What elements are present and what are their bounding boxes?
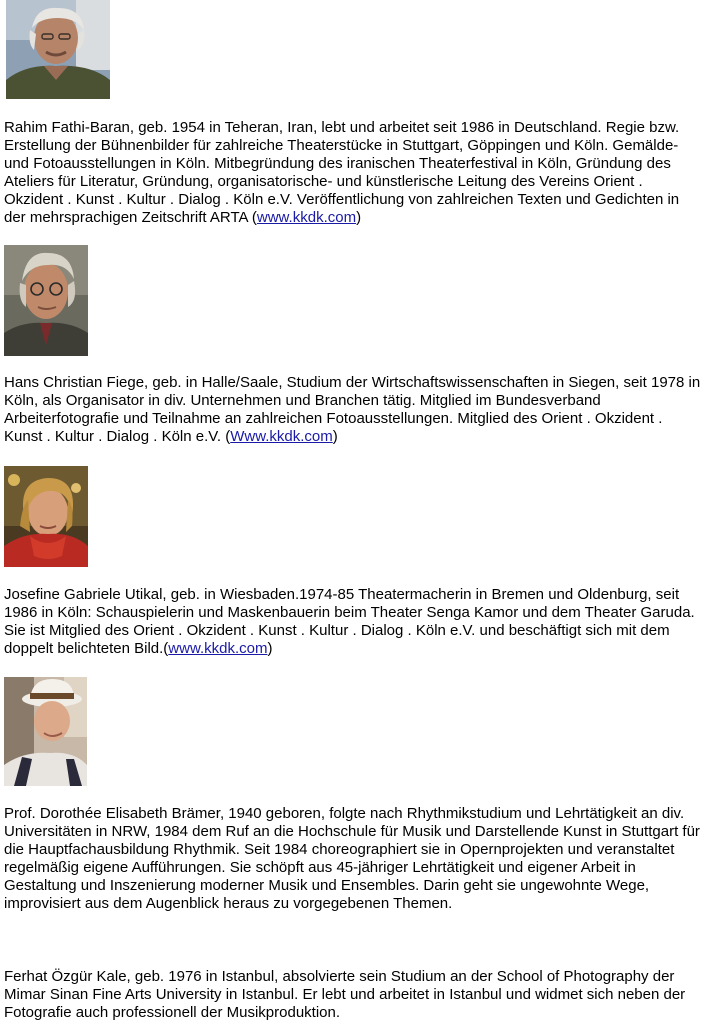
bio-text: Josefine Gabriele Utikal, geb. in Wiesbaden.1974-85 Theatermacherin in Bremen und Oldenburg, seit 1986 in Köln: Schauspielerin und Maskenbauerin beim Theater Senga Kamor und dem Theater Garuda. Sie ist Mitglied des Orient . Okzident . Kunst . Kultur . Dialog . Köln e.V. und beschäftigt sich mit dem doppelt belichteten Bild.(: [4, 586, 695, 657]
website-link[interactable]: www.kkdk.com: [168, 640, 268, 657]
portrait-photo-dorothee: [4, 677, 87, 786]
bio-paragraph-rahim: [4, 119, 704, 227]
bio-text: Rahim Fathi-Baran, geb. 1954 in Teheran, Iran, lebt und arbeitet seit 1986 in Deutschland. Regie bzw. Erstellung der Bühnenbilder für zahlreiche Theaterstücke in Stuttgart, Göppingen und Köln. Gemälde- und Fotoausstellungen in Köln. Mitbegründung des iranischen Theaterfestival in Köln, Gründung des Ateliers für Literatur, Gründung, organisatorische- und künstlerische Leitung des Vereins Orient . Okzident . Kunst . Kultur . Dialog . Köln e.V. Veröffentlichung von zahlreichen Texten und Gedichten in der mehrsprachigen Zeitschrift ARTA (: [4, 119, 680, 226]
bio-text-closing: ): [332, 428, 338, 445]
bio-text-closing: ): [267, 640, 273, 657]
portrait-photo-rahim: [6, 0, 110, 99]
bio-text: Hans Christian Fiege, geb. in Halle/Saale, Studium der Wirtschaftswissenschaften in Siegen, seit 1978 in Köln, als Organisator in div. Unternehmen und Branchen tätig. Mitglied im Bundesverband Arbeiterfotografie und Teilnahme an zahlreichen Fotoausstellungen. Mitglied des Orient . Okzident . Kunst . Kultur . Dialog . Köln e.V. (: [4, 374, 701, 445]
bio-paragraph-hans: [4, 374, 704, 446]
bio-paragraph-ferhat: [4, 968, 704, 1022]
bio-paragraph-dorothee: [4, 805, 704, 913]
portrait-photo-josefine: [4, 466, 88, 567]
bio-text-closing: ): [356, 209, 362, 226]
bio-text: Ferhat Özgür Kale, geb. 1976 in Istanbul, absolvierte sein Studium an der School of Photography der Mimar Sinan Fine Arts University in Istanbul. Er lebt und arbeitet in Istanbul und widmet sich neben der Fotografie auch professionell der Musikproduktion.: [4, 968, 686, 1021]
website-link[interactable]: Www.kkdk.com: [230, 428, 333, 445]
bio-text: Prof. Dorothée Elisabeth Brämer, 1940 geboren, folgte nach Rhythmikstudium und Lehrtätigkeit an div. Universitäten in NRW, 1984 dem Ruf an die Hochschule für Musik und Darstellende Kunst in Stuttgart für die Hauptfachausbildung Rhythmik. Seit 1984 choreographiert sie in Opernprojekten und veranstaltet regelmäßig eigene Aufführungen. Sie schöpft aus 45-jähriger Lehrtätigkeit und eigener Arbeit in Gestaltung und Inszenierung moderner Musik und Ensembles. Darin geht sie ungewohnte Wege, improvisiert aus dem Augenblick heraus zu vorgegebenen Themen.: [4, 805, 700, 912]
website-link[interactable]: www.kkdk.com: [256, 209, 357, 226]
bio-paragraph-josefine: [4, 586, 704, 658]
portrait-photo-hans: [4, 245, 88, 356]
